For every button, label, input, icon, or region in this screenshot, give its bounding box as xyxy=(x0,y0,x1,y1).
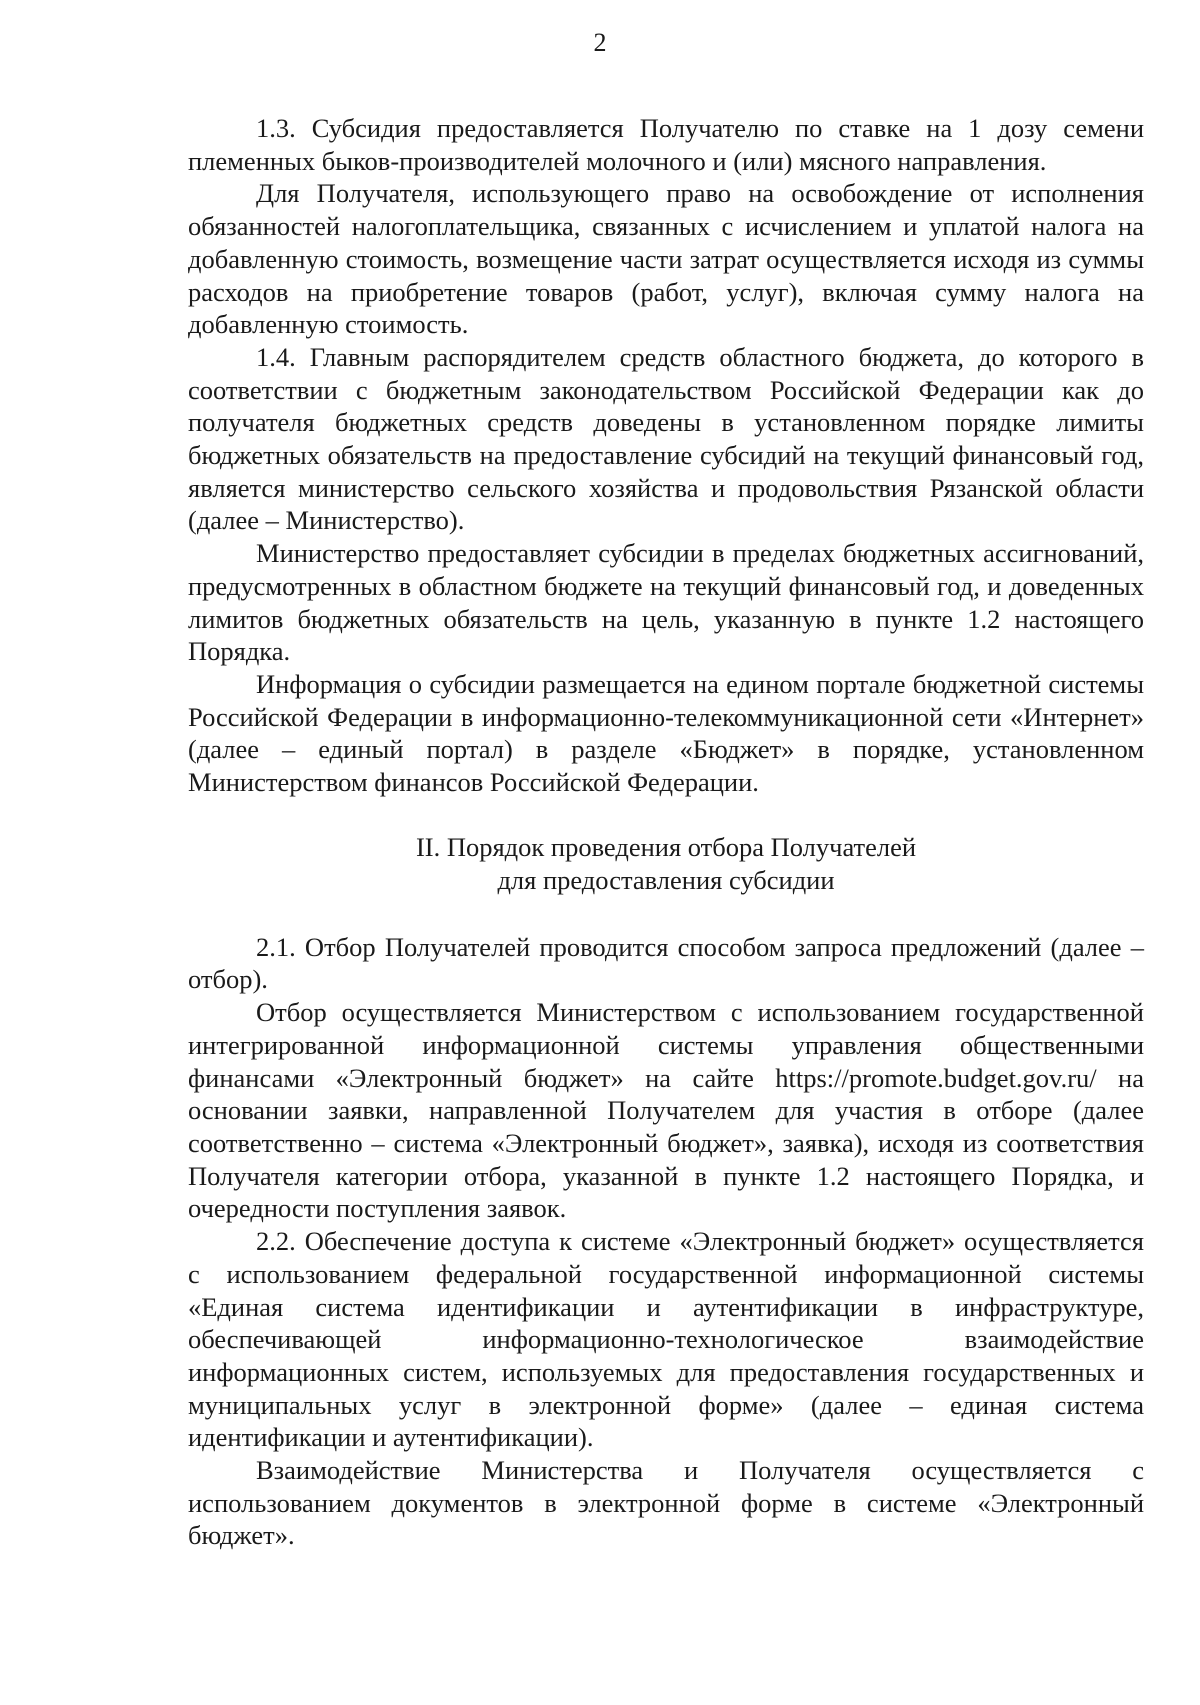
paragraph-1-3: 1.3. Субсидия предоставляется Получателю по ставке на 1 дозу семени племенных быков-производителей молочного и (или) мясного направления. xyxy=(188,113,1144,176)
paragraph-ministry-subsidies: Министерство предоставляет субсидии в пределах бюджетных ассигнований, предусмотренных в областном бюджете на текущий финансовый год, и доведенных лимитов бюджетных обязательств на цель, указанную в пункте 1.2 настоящего Порядка. xyxy=(188,538,1144,667)
paragraph-vat-exemption: Для Получателя, использующего право на освобождение от исполнения обязанностей налогоплательщика, связанных с исчислением и уплатой налога на добавленную стоимость, возмещение части затрат осуществляется исходя из суммы расходов на приобретение товаров (работ, услуг), включая сумму налога на добавленную стоимость. xyxy=(188,178,1144,340)
paragraph-2-2: 2.2. Обеспечение доступа к системе «Электронный бюджет» осуществляется с использованием федеральной государственной информационной системы «Единая система идентификации и аутентификации в инфраструктуре, обеспечивающей информационно-технологическое взаимодействие информационных систем, используемых для предоставления государственных и муниципальных услуг в электронной форме» (далее – единая система идентификации и аутентификации). xyxy=(188,1226,1144,1453)
section-heading-line-2: для предоставления субсидии xyxy=(497,864,835,895)
section-heading-line-1: II. Порядок проведения отбора Получателей xyxy=(415,831,917,862)
page-number: 2 xyxy=(593,28,607,57)
paragraph-2-1: 2.1. Отбор Получателей проводится способом запроса предложений (далее –отбор). xyxy=(188,931,1144,995)
document-body xyxy=(188,112,1144,1552)
section-heading xyxy=(188,831,1144,897)
paragraph-selection-method: Отбор осуществляется Министерством с использованием государственной интегрированной информационной системы управления общественными финансами «Электронный бюджет» на сайте https://promote.budget.gov.ru/ на основании заявки, направленной Получателем для участия в отборе (далее соответственно – система «Электронный бюджет», заявка), исходя из соответствия Получателя категории отбора, указанной в пункте 1.2 настоящего Порядка, и очередности поступления заявок. xyxy=(188,997,1144,1224)
paragraph-portal-info: Информация о субсидии размещается на едином портале бюджетной системы Российской Федерации в информационно-телекоммуникационной сети «Интернет» (далее – единый портал) в разделе «Бюджет» в порядке, установленном Министерством финансов Российской Федерации. xyxy=(188,668,1144,798)
paragraph-1-4: 1.4. Главным распорядителем средств областного бюджета, до которого в соответствии с бюджетным законодательством Российской Федерации как до получателя бюджетных средств доведены в установленном порядке лимиты бюджетных обязательств на предоставление субсидий на текущий финансовый год, является министерство сельского хозяйства и продовольствия Рязанской области (далее – Министерство). xyxy=(188,341,1144,536)
paragraph-electronic-interaction: Взаимодействие Министерства и Получателя осуществляется с использованием документов в электронной форме в системе «Электронный бюджет». xyxy=(188,1455,1144,1551)
